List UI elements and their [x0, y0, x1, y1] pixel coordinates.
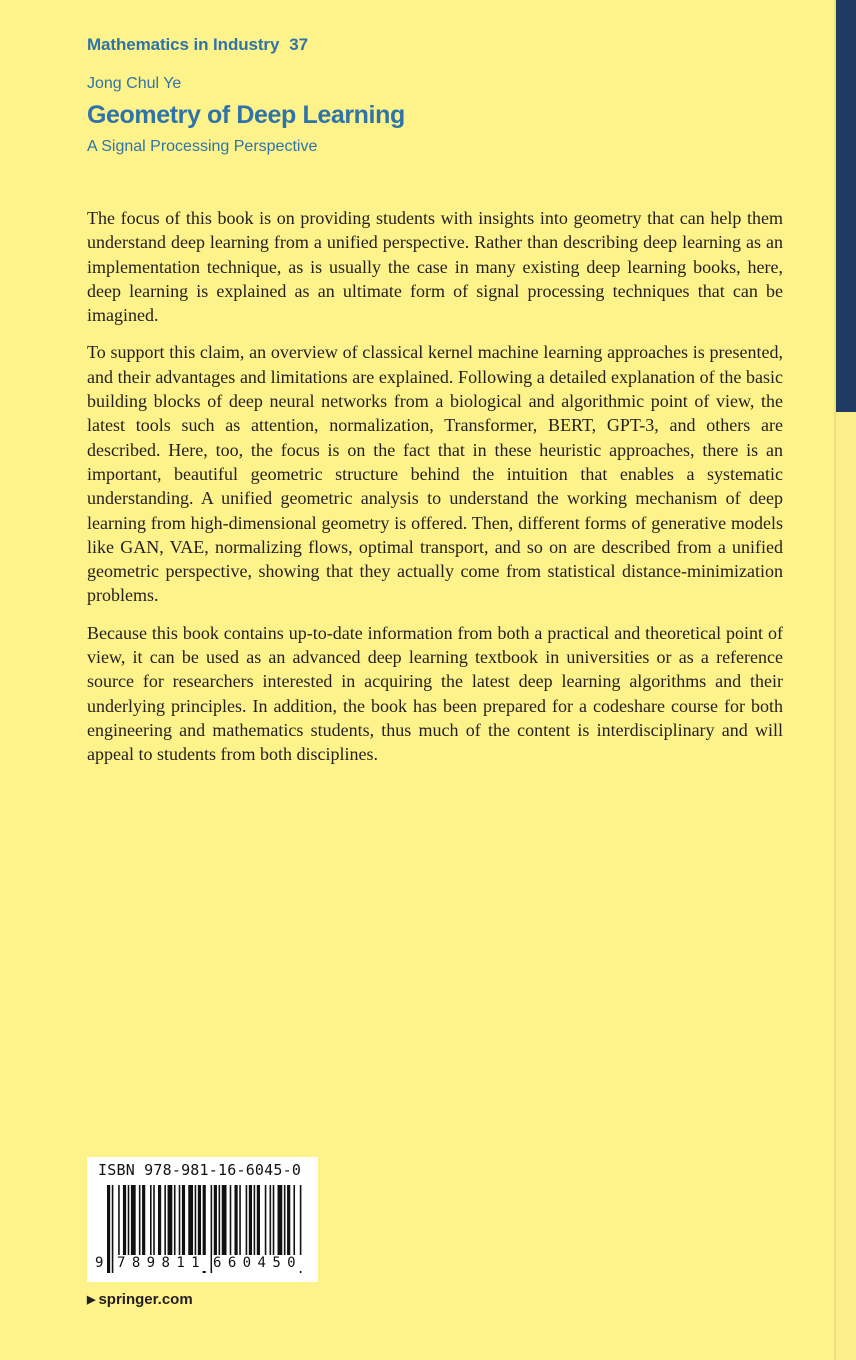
series-number: 37	[289, 35, 309, 54]
isbn-barcode	[87, 1157, 318, 1282]
publisher-url: springer.com	[98, 1291, 193, 1308]
barcode-bar	[188, 1185, 193, 1257]
barcode-bar	[168, 1185, 173, 1257]
barcode-bar	[249, 1185, 252, 1257]
barcode-bar	[234, 1185, 237, 1257]
barcode-bar	[246, 1185, 248, 1257]
publisher-link[interactable]	[87, 1291, 193, 1308]
barcode-bar	[254, 1185, 256, 1257]
barcode-bar	[293, 1185, 295, 1257]
blurb-text	[87, 206, 783, 780]
barcode-bar	[278, 1185, 283, 1257]
blurb-paragraph-1: The focus of this book is on providing students with insights into geometry that can help them understand deep learning from a unified perspective. Rather than describing deep learning as an implementation technique, as is usually the case in many existing deep learning books, here, deep learning is explained as an ultimate form of signal processing techniques that can be imagined.	[87, 208, 783, 326]
barcode-bar	[257, 1185, 260, 1257]
barcode-bar	[265, 1185, 267, 1257]
barcode-bar	[239, 1185, 241, 1257]
book-title: Geometry of Deep Learning	[87, 101, 405, 129]
barcode-bar	[287, 1185, 290, 1257]
spine-blue-band	[836, 0, 856, 412]
barcode-bar	[284, 1185, 286, 1257]
barcode-bar	[107, 1185, 110, 1273]
barcode-bar	[142, 1185, 145, 1257]
blurb-paragraph-2: To support this claim, an overview of classical kernel machine learning approaches is presented, and their advantages and limitations are explained. Following a detailed explanation of the basic building blocks of deep neural networks from a biological and algorithmic point of view, the latest tools such as attention, normalization, Transformer, BERT, GPT-3, and others are described. Here, too, the focus is on the fact that in these heuristic approaches, there is an important, beautiful geometric structure behind the intuition that enables a systematic understanding. A unified geometric analysis to understand the working mechanism of deep learning from high-dimensional geometry is offered. Then, different forms of generative models like GAN, VAE, normalizing flows, optimal transport, and so on are described from a unified geometric perspective, showing that they actually come from statistical distance-minimization problems.	[87, 342, 783, 606]
barcode-bar	[123, 1185, 126, 1257]
barcode-bar	[153, 1185, 155, 1257]
barcode-bar	[174, 1185, 176, 1257]
barcode-bar	[131, 1185, 136, 1257]
barcode-bar	[270, 1185, 272, 1257]
barcode-bar	[158, 1185, 161, 1257]
barcode-bar	[214, 1185, 217, 1257]
book-subtitle: A Signal Processing Perspective	[87, 138, 318, 155]
barcode-bar	[195, 1185, 197, 1257]
barcode-bar	[182, 1185, 185, 1257]
barcode-bar	[118, 1185, 120, 1257]
barcode-bar	[222, 1185, 227, 1257]
series-line	[87, 35, 308, 55]
barcode-bar	[179, 1185, 181, 1257]
barcode-bar	[219, 1185, 221, 1257]
isbn-label: ISBN 978-981-16-6045-0	[98, 1161, 302, 1179]
barcode-bar	[198, 1185, 201, 1257]
barcode-bar	[112, 1185, 114, 1273]
author-name: Jong Chul Ye	[87, 75, 182, 92]
barcode-bar	[150, 1185, 152, 1257]
triangle-right-icon: ▶	[87, 1294, 96, 1306]
series-name: Mathematics in Industry	[87, 35, 280, 54]
barcode-bar	[273, 1185, 275, 1257]
barcode-digit-first: 9	[95, 1255, 104, 1271]
barcode-digits-left: 789811	[117, 1255, 206, 1271]
barcode-bar	[139, 1185, 141, 1257]
barcode-digits-right: 660450	[213, 1255, 302, 1271]
barcode-bar	[230, 1185, 232, 1257]
blurb-paragraph-3: Because this book contains up-to-date information from both a practical and theoretical point of view, it can be used as an advanced deep learning textbook in universities or as a reference source for researchers interested in acquiring the latest deep learning algorithms and their underlying principles. In addition, the book has been prepared for a codeshare course for both engineering and mathematics students, thus much of the content is interdisciplinary and will appeal to students from both disciplines.	[87, 622, 783, 765]
spine-yellow-band	[836, 412, 856, 1360]
barcode-bar	[128, 1185, 130, 1257]
barcode-bar	[164, 1185, 166, 1257]
